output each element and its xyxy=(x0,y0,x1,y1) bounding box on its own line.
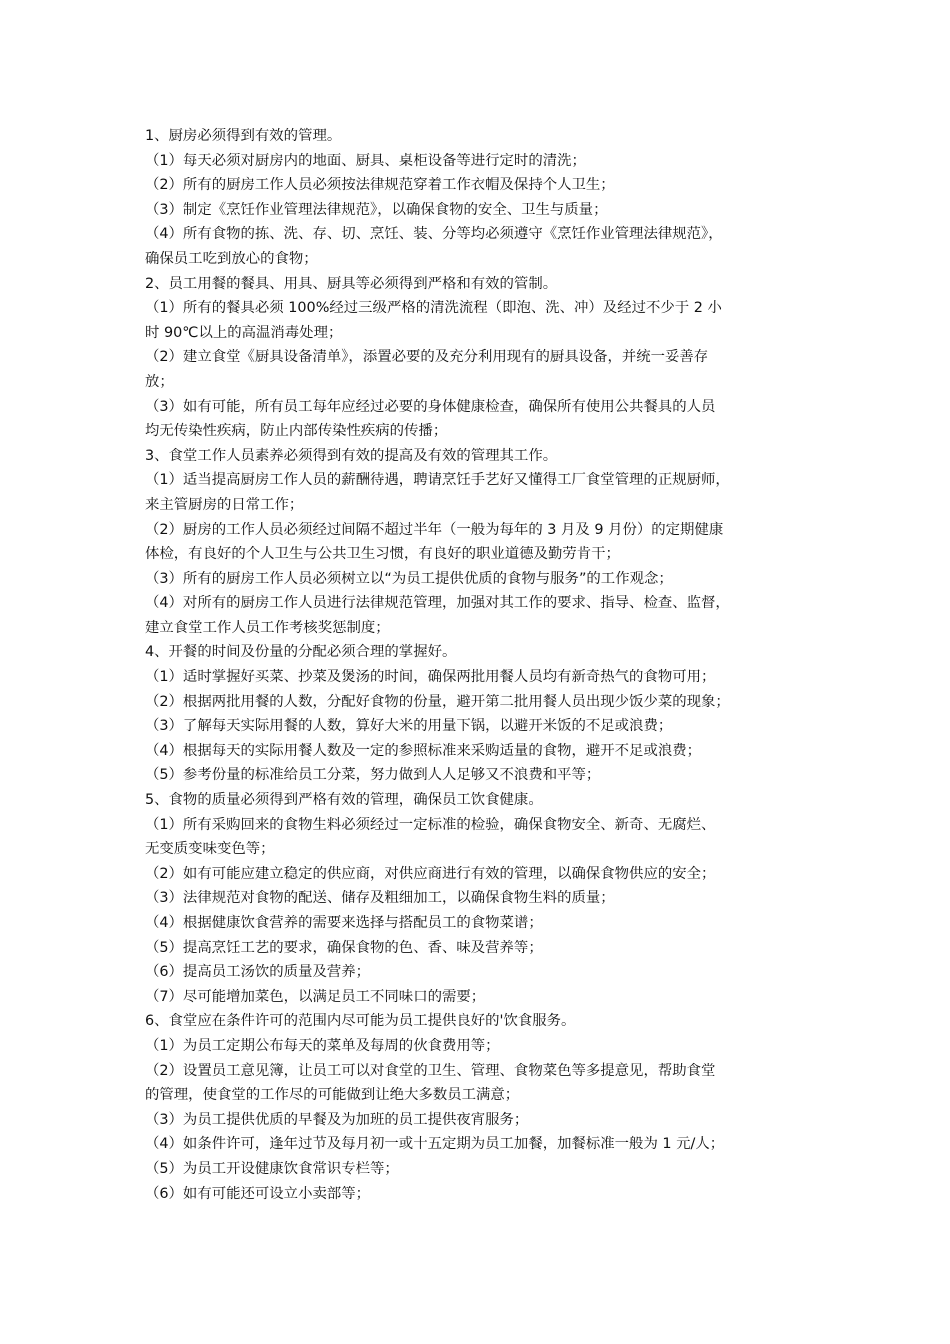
paragraph-line: 来主管厨房的日常工作； xyxy=(145,496,304,513)
paragraph-line: （2）根据两批用餐的人数，分配好食物的份量，避开第二批用餐人员出现少饭少菜的现象； xyxy=(145,693,730,710)
paragraph-line: 的管理，使食堂的工作尽的可能做到让绝大多数员工满意； xyxy=(145,1087,520,1104)
paragraph-line: （3）所有的厨房工作人员必须树立以“为员工提供优质的食物与服务”的工作观念； xyxy=(145,570,673,587)
paragraph-line: 时 90℃以上的高温消毒处理； xyxy=(145,324,343,341)
paragraph-line: （2）建立食堂《厨具设备清单》，添置必要的及充分利用现有的厨具设备，并统一妥善存 xyxy=(145,349,709,366)
paragraph-line: （7）尽可能增加菜色，以满足员工不同味口的需要； xyxy=(145,988,486,1005)
paragraph-line: （4）对所有的厨房工作人员进行法律规范管理，加强对其工作的要求、指导、检查、监督， xyxy=(145,595,730,612)
section-5-heading: 5、食物的质量必须得到严格有效的管理，确保员工饮食健康。 xyxy=(145,792,543,809)
paragraph-line: 放； xyxy=(145,373,174,390)
section-1-heading: 1、厨房必须得到有效的管理。 xyxy=(145,128,342,144)
paragraph-line: （5）参考份量的标准给员工分菜，努力做到人人足够又不浪费和平等； xyxy=(145,767,601,784)
paragraph-line: （5）为员工开设健康饮食常识专栏等； xyxy=(145,1160,399,1177)
paragraph-line: 无变质变味变色等； xyxy=(145,841,275,858)
paragraph-line: （3）法律规范对食物的配送、储存及粗细加工，以确保食物生料的质量； xyxy=(145,890,615,907)
paragraph-line: （1）所有的餐具必须 100%经过三级严格的清洗流程（即泡、洗、冲）及经过不少于 2 小 xyxy=(145,300,722,317)
paragraph-line: 建立食堂工作人员工作考核奖惩制度； xyxy=(145,619,390,636)
paragraph-line: （1）适当提高厨房工作人员的薪酬待遇，聘请烹饪手艺好又懂得工厂食堂管理的正规厨师， xyxy=(145,472,730,489)
paragraph-line: （6）提高员工汤饮的质量及营养； xyxy=(145,964,371,981)
section-2-heading: 2、员工用餐的餐具、用具、厨具等必须得到严格和有效的管制。 xyxy=(145,275,558,292)
paragraph-line: （4）如条件许可，逢年过节及每月初一或十五定期为员工加餐，加餐标准一般为 1 元/人； xyxy=(145,1136,725,1153)
paragraph-line: （1）所有采购回来的食物生料必须经过一定标准的检验，确保食物安全、新奇、无腐烂、 xyxy=(145,816,716,833)
paragraph-line: （2）厨房的工作人员必须经过间隔不超过半年（一般为每年的 3 月及 9 月份）的定期健康 xyxy=(145,521,724,538)
paragraph-line: （4）所有食物的拣、洗、存、切、烹饪、装、分等均必须遵守《烹饪作业管理法律规范》， xyxy=(145,226,723,243)
section-3-heading: 3、食堂工作人员素养必须得到有效的提高及有效的管理其工作。 xyxy=(145,447,558,464)
paragraph-line: 体检，有良好的个人卫生与公共卫生习惯，有良好的职业道德及勤劳肯干； xyxy=(145,546,620,563)
paragraph-line: （1）为员工定期公布每天的菜单及每周的伙食费用等； xyxy=(145,1037,500,1054)
paragraph-line: （4）根据健康饮食营养的需要来选择与搭配员工的食物菜谱； xyxy=(145,915,543,931)
section-6-heading: 6、食堂应在条件许可的范围内尽可能为员工提供良好的'饮食服务。 xyxy=(145,1013,576,1030)
paragraph-line: （1）适时掌握好买菜、抄菜及煲汤的时间，确保两批用餐人员均有新奇热气的食物可用； xyxy=(145,669,716,686)
paragraph-line: （5）提高烹饪工艺的要求，确保食物的色、香、味及营养等； xyxy=(145,939,543,956)
paragraph-line: （2）所有的厨房工作人员必须按法律规范穿着工作衣帽及保持个人卫生； xyxy=(145,177,615,194)
paragraph-line: （2）设置员工意见簿，让员工可以对食堂的卫生、管理、食物菜色等多提意见，帮助食堂 xyxy=(145,1062,716,1079)
paragraph-line: （1）每天必须对厨房内的地面、厨具、桌柜设备等进行定时的清洗； xyxy=(145,152,586,169)
paragraph-line: （3）如有可能，所有员工每年应经过必要的身体健康检查，确保所有使用公共餐具的人员 xyxy=(145,398,716,415)
paragraph-line: （3）制定《烹饪作业管理法律规范》，以确保食物的安全、卫生与质量； xyxy=(145,201,608,218)
paragraph-line: （4）根据每天的实际用餐人数及一定的参照标准来采购适量的食物，避开不足或浪费； xyxy=(145,742,702,759)
paragraph-line: （6）如有可能还可设立小卖部等； xyxy=(145,1185,371,1202)
paragraph-line: 确保员工吃到放心的食物； xyxy=(145,250,318,267)
paragraph-line: （2）如有可能应建立稳定的供应商，对供应商进行有效的管理，以确保食物供应的安全； xyxy=(145,865,716,882)
paragraph-line: （3）为员工提供优质的早餐及为加班的员工提供夜宵服务； xyxy=(145,1111,529,1128)
paragraph-line: （3）了解每天实际用餐的人数，算好大米的用量下锅，以避开米饭的不足或浪费； xyxy=(145,718,673,735)
paragraph-line: 均无传染性疾病，防止内部传染性疾病的传播； xyxy=(145,423,448,440)
document-body xyxy=(145,124,813,1206)
section-4-heading: 4、开餐的时间及份量的分配必须合理的掌握好。 xyxy=(145,644,457,661)
